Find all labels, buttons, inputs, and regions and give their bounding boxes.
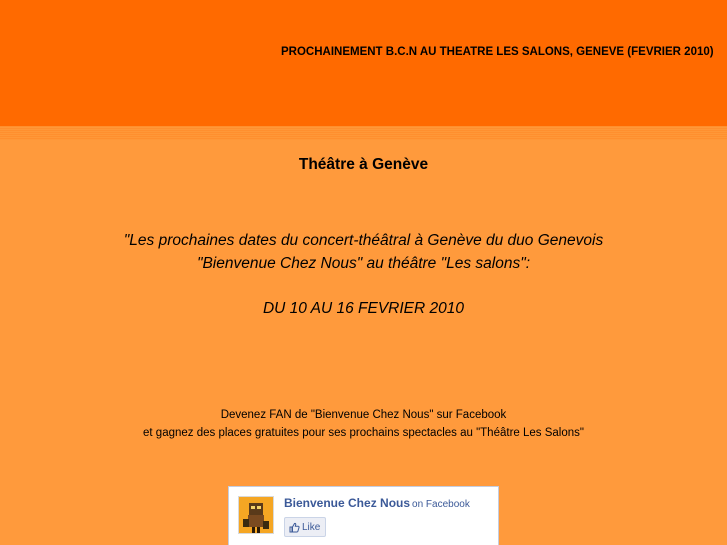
- marquee-announcement: PROCHAINEMENT B.C.N AU THEATRE LES SALONS, GENEVE (FEVRIER 2010): [281, 46, 714, 58]
- show-dates: DU 10 AU 16 FEVRIER 2010: [262, 300, 464, 317]
- main-content: [0, 140, 727, 545]
- band-logo-thumbnail[interactable]: [238, 496, 274, 534]
- on-facebook-text: on Facebook: [412, 499, 470, 510]
- fan-invite-line-2: et gagnez des places gratuites pour ses prochains spectacles au "Théâtre Les Salons": [143, 427, 584, 439]
- fan-invite-line-1: Devenez FAN de "Bienvenue Chez Nous" sur Facebook: [220, 409, 507, 421]
- banner-stripe-divider: [0, 126, 727, 140]
- facebook-page-name[interactable]: Bienvenue Chez Nous: [284, 496, 411, 510]
- quote-line-1: "Les prochaines dates du concert-théâtral à Genève du duo Genevois: [123, 232, 604, 249]
- like-button[interactable]: [284, 517, 326, 537]
- facebook-page-link[interactable]: [284, 496, 470, 510]
- like-label: Like: [302, 521, 321, 533]
- quote-line-2: "Bienvenue Chez Nous" au théâtre "Les salons":: [196, 255, 531, 272]
- page-title: Théâtre à Genève: [298, 156, 429, 173]
- facebook-like-box: [228, 486, 499, 545]
- thumbs-up-icon: [289, 522, 300, 533]
- top-banner: [0, 0, 727, 126]
